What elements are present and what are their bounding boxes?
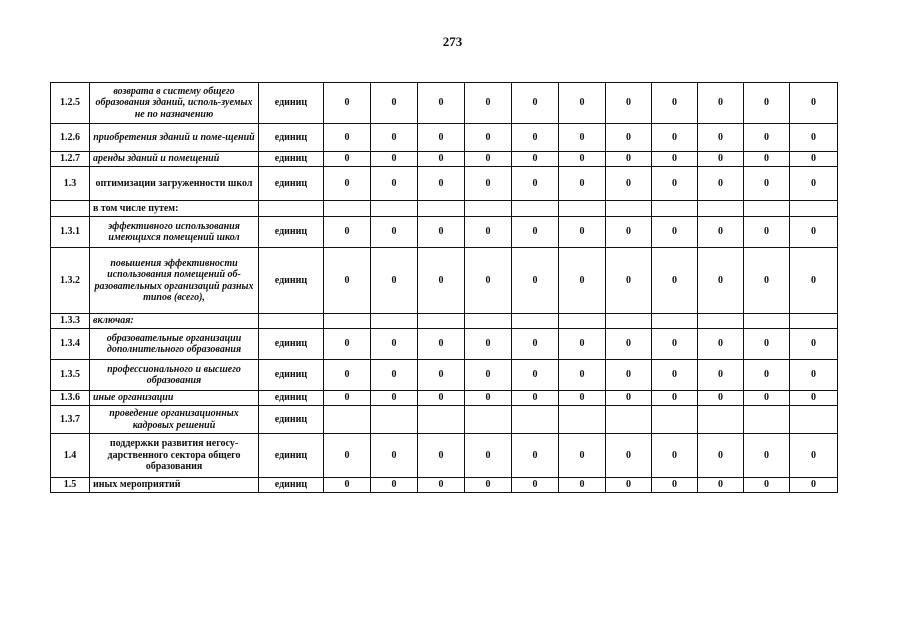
value-cell: 0 — [418, 434, 465, 478]
value-cell: 0 — [418, 248, 465, 314]
table-row — [51, 406, 838, 434]
value-cell: 0 — [371, 217, 418, 248]
value-cell: 0 — [512, 124, 559, 152]
value-cell: 0 — [559, 248, 606, 314]
value-cell: 0 — [790, 248, 838, 314]
value-cell: 0 — [698, 434, 744, 478]
row-unit — [259, 201, 324, 217]
row-number: 1.2.6 — [51, 124, 90, 152]
value-cell: 0 — [465, 217, 512, 248]
value-cell: 0 — [324, 329, 371, 360]
value-cell: 0 — [606, 167, 652, 201]
value-cell: 0 — [324, 152, 371, 167]
value-cell: 0 — [790, 124, 838, 152]
table-row — [51, 167, 838, 201]
value-cell: 0 — [698, 478, 744, 493]
row-description: повышения эффективности использования помещений об-разовательных организаций разных типов (всего), — [90, 248, 259, 314]
value-cell — [324, 314, 371, 329]
value-cell — [652, 201, 698, 217]
row-description: в том числе путем: — [90, 201, 259, 217]
value-cell: 0 — [698, 217, 744, 248]
row-number: 1.3.2 — [51, 248, 90, 314]
row-description: оптимизации загруженности школ — [90, 167, 259, 201]
value-cell: 0 — [559, 360, 606, 391]
value-cell: 0 — [698, 167, 744, 201]
value-cell: 0 — [744, 217, 790, 248]
row-unit: единиц — [259, 478, 324, 493]
table-row — [51, 83, 838, 124]
value-cell: 0 — [559, 217, 606, 248]
value-cell: 0 — [744, 434, 790, 478]
value-cell — [790, 406, 838, 434]
value-cell: 0 — [465, 329, 512, 360]
value-cell: 0 — [652, 152, 698, 167]
row-unit: единиц — [259, 391, 324, 406]
value-cell: 0 — [512, 217, 559, 248]
value-cell: 0 — [324, 83, 371, 124]
value-cell: 0 — [790, 152, 838, 167]
table-row — [51, 391, 838, 406]
value-cell: 0 — [418, 83, 465, 124]
value-cell: 0 — [512, 167, 559, 201]
value-cell: 0 — [371, 124, 418, 152]
row-number: 1.3.7 — [51, 406, 90, 434]
table-row — [51, 329, 838, 360]
row-number: 1.5 — [51, 478, 90, 493]
table-row — [51, 360, 838, 391]
row-number: 1.2.7 — [51, 152, 90, 167]
value-cell: 0 — [652, 360, 698, 391]
value-cell: 0 — [652, 329, 698, 360]
row-description: эффективного использования имеющихся помещений школ — [90, 217, 259, 248]
value-cell — [371, 201, 418, 217]
value-cell: 0 — [652, 167, 698, 201]
value-cell: 0 — [418, 391, 465, 406]
value-cell: 0 — [744, 152, 790, 167]
value-cell: 0 — [512, 152, 559, 167]
value-cell — [418, 406, 465, 434]
value-cell: 0 — [606, 217, 652, 248]
table-row — [51, 124, 838, 152]
value-cell: 0 — [744, 124, 790, 152]
value-cell: 0 — [324, 167, 371, 201]
value-cell — [652, 406, 698, 434]
value-cell: 0 — [606, 152, 652, 167]
value-cell: 0 — [324, 391, 371, 406]
value-cell: 0 — [371, 83, 418, 124]
value-cell: 0 — [606, 248, 652, 314]
value-cell — [512, 406, 559, 434]
value-cell — [606, 314, 652, 329]
value-cell — [606, 406, 652, 434]
value-cell — [744, 314, 790, 329]
row-unit — [259, 314, 324, 329]
value-cell — [465, 314, 512, 329]
row-unit: единиц — [259, 248, 324, 314]
value-cell: 0 — [559, 329, 606, 360]
value-cell: 0 — [606, 124, 652, 152]
row-description: приобретения зданий и поме-щений — [90, 124, 259, 152]
value-cell: 0 — [324, 478, 371, 493]
table-row — [51, 152, 838, 167]
data-table — [50, 82, 838, 493]
value-cell: 0 — [698, 248, 744, 314]
value-cell: 0 — [371, 167, 418, 201]
value-cell — [465, 201, 512, 217]
row-description: поддержки развития негосу-дарственного сектора общего образования — [90, 434, 259, 478]
row-description: иные организации — [90, 391, 259, 406]
value-cell: 0 — [465, 434, 512, 478]
value-cell: 0 — [790, 478, 838, 493]
value-cell: 0 — [465, 167, 512, 201]
value-cell: 0 — [652, 434, 698, 478]
value-cell: 0 — [465, 391, 512, 406]
value-cell — [698, 406, 744, 434]
value-cell: 0 — [744, 391, 790, 406]
value-cell: 0 — [512, 391, 559, 406]
table-row — [51, 478, 838, 493]
value-cell: 0 — [790, 83, 838, 124]
table-row — [51, 201, 838, 217]
row-number: 1.3 — [51, 167, 90, 201]
row-description: иных мероприятий — [90, 478, 259, 493]
row-number: 1.4 — [51, 434, 90, 478]
value-cell: 0 — [652, 391, 698, 406]
table-row — [51, 314, 838, 329]
value-cell: 0 — [418, 167, 465, 201]
value-cell: 0 — [512, 478, 559, 493]
value-cell: 0 — [324, 248, 371, 314]
row-number: 1.2.5 — [51, 83, 90, 124]
value-cell: 0 — [744, 248, 790, 314]
row-number: 1.3.5 — [51, 360, 90, 391]
value-cell — [744, 406, 790, 434]
value-cell: 0 — [652, 83, 698, 124]
value-cell: 0 — [559, 83, 606, 124]
value-cell: 0 — [559, 478, 606, 493]
value-cell — [652, 314, 698, 329]
value-cell: 0 — [559, 124, 606, 152]
value-cell: 0 — [698, 360, 744, 391]
value-cell — [418, 314, 465, 329]
value-cell: 0 — [465, 83, 512, 124]
value-cell: 0 — [652, 124, 698, 152]
value-cell: 0 — [465, 360, 512, 391]
value-cell: 0 — [790, 167, 838, 201]
row-description: включая: — [90, 314, 259, 329]
row-description: возврата в систему общего образования зданий, исполь-зуемых не по назначению — [90, 83, 259, 124]
value-cell: 0 — [512, 360, 559, 391]
value-cell: 0 — [790, 360, 838, 391]
value-cell — [418, 201, 465, 217]
value-cell: 0 — [698, 152, 744, 167]
value-cell: 0 — [698, 329, 744, 360]
table-row — [51, 217, 838, 248]
value-cell: 0 — [698, 391, 744, 406]
value-cell: 0 — [606, 360, 652, 391]
value-cell — [606, 201, 652, 217]
value-cell: 0 — [606, 434, 652, 478]
row-description: аренды зданий и помещений — [90, 152, 259, 167]
value-cell: 0 — [744, 83, 790, 124]
value-cell: 0 — [324, 360, 371, 391]
value-cell: 0 — [744, 478, 790, 493]
value-cell: 0 — [790, 391, 838, 406]
value-cell: 0 — [790, 329, 838, 360]
row-unit: единиц — [259, 167, 324, 201]
value-cell: 0 — [652, 217, 698, 248]
value-cell: 0 — [371, 329, 418, 360]
value-cell — [559, 314, 606, 329]
value-cell — [559, 201, 606, 217]
value-cell: 0 — [698, 83, 744, 124]
row-description: образовательные организации дополнительного образования — [90, 329, 259, 360]
value-cell: 0 — [418, 360, 465, 391]
row-unit: единиц — [259, 217, 324, 248]
row-unit: единиц — [259, 406, 324, 434]
row-unit: единиц — [259, 434, 324, 478]
value-cell: 0 — [606, 83, 652, 124]
value-cell: 0 — [371, 152, 418, 167]
value-cell — [744, 201, 790, 217]
value-cell: 0 — [559, 391, 606, 406]
value-cell: 0 — [559, 152, 606, 167]
value-cell — [790, 314, 838, 329]
value-cell: 0 — [371, 391, 418, 406]
value-cell — [698, 314, 744, 329]
page-number: 273 — [442, 34, 463, 49]
row-description: профессионального и высшего образования — [90, 360, 259, 391]
value-cell: 0 — [512, 434, 559, 478]
value-cell: 0 — [324, 434, 371, 478]
value-cell — [698, 201, 744, 217]
value-cell — [512, 314, 559, 329]
value-cell — [324, 406, 371, 434]
value-cell: 0 — [606, 391, 652, 406]
value-cell: 0 — [418, 124, 465, 152]
value-cell: 0 — [790, 217, 838, 248]
value-cell: 0 — [744, 329, 790, 360]
value-cell: 0 — [559, 434, 606, 478]
value-cell: 0 — [512, 248, 559, 314]
row-description: проведение организационных кадровых решений — [90, 406, 259, 434]
value-cell — [559, 406, 606, 434]
value-cell: 0 — [465, 152, 512, 167]
value-cell: 0 — [606, 478, 652, 493]
value-cell: 0 — [465, 248, 512, 314]
value-cell: 0 — [324, 124, 371, 152]
row-unit: единиц — [259, 124, 324, 152]
value-cell: 0 — [512, 83, 559, 124]
value-cell: 0 — [418, 478, 465, 493]
value-cell: 0 — [652, 478, 698, 493]
value-cell: 0 — [606, 329, 652, 360]
value-cell: 0 — [371, 360, 418, 391]
value-cell: 0 — [371, 248, 418, 314]
row-number: 1.3.1 — [51, 217, 90, 248]
value-cell: 0 — [418, 329, 465, 360]
value-cell: 0 — [744, 360, 790, 391]
value-cell: 0 — [371, 478, 418, 493]
value-cell — [790, 201, 838, 217]
row-number — [51, 201, 90, 217]
value-cell — [465, 406, 512, 434]
value-cell: 0 — [652, 248, 698, 314]
value-cell: 0 — [418, 152, 465, 167]
table-row — [51, 434, 838, 478]
row-number: 1.3.4 — [51, 329, 90, 360]
value-cell: 0 — [465, 124, 512, 152]
value-cell: 0 — [324, 217, 371, 248]
value-cell: 0 — [698, 124, 744, 152]
value-cell: 0 — [790, 434, 838, 478]
value-cell — [324, 201, 371, 217]
row-unit: единиц — [259, 152, 324, 167]
value-cell — [512, 201, 559, 217]
row-unit: единиц — [259, 360, 324, 391]
row-number: 1.3.6 — [51, 391, 90, 406]
value-cell: 0 — [465, 478, 512, 493]
row-unit: единиц — [259, 329, 324, 360]
value-cell — [371, 406, 418, 434]
row-number: 1.3.3 — [51, 314, 90, 329]
value-cell — [371, 314, 418, 329]
value-cell: 0 — [418, 217, 465, 248]
value-cell: 0 — [744, 167, 790, 201]
table-row — [51, 248, 838, 314]
row-unit: единиц — [259, 83, 324, 124]
value-cell: 0 — [559, 167, 606, 201]
value-cell: 0 — [512, 329, 559, 360]
value-cell: 0 — [371, 434, 418, 478]
